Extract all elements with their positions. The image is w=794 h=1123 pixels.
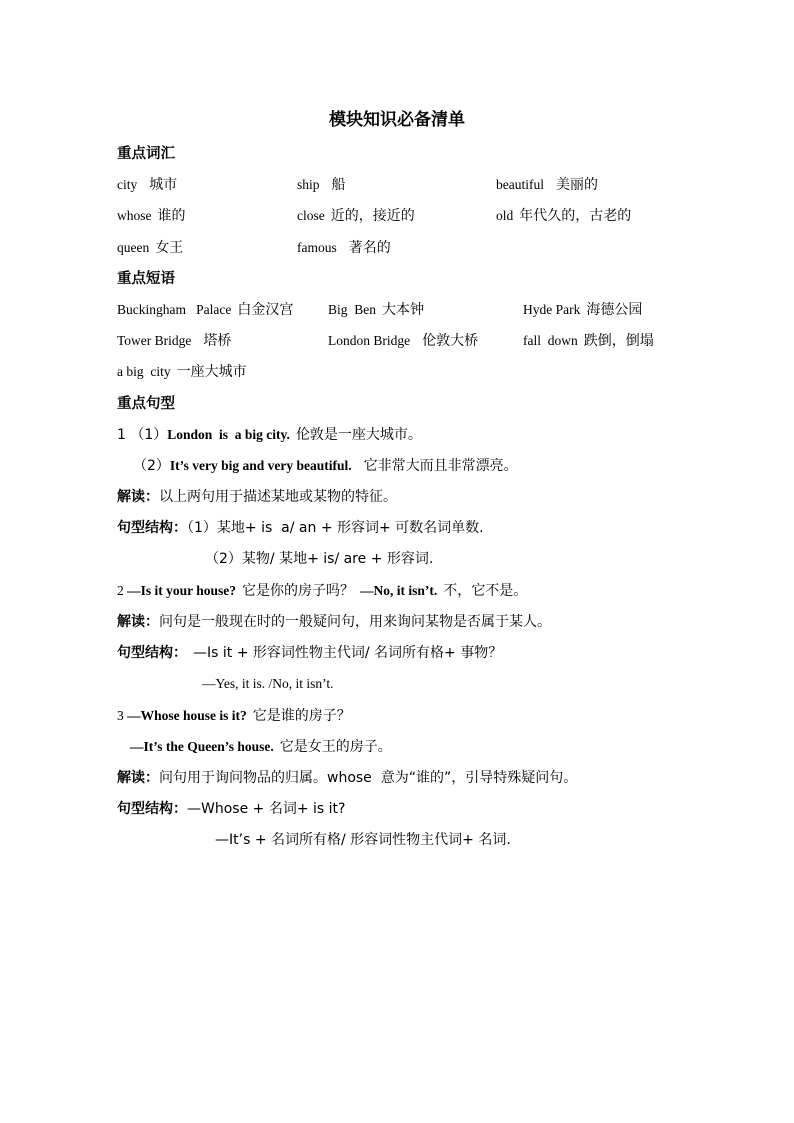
vocab-item: beautiful 美丽的 [496,177,598,193]
vocab-heading: 重点词汇 [117,146,175,162]
structure-1: 句型结构：（1）某地+ is a/ an + 形容词+ 可数名词单数. [117,520,484,536]
explain-3: 解读：问句用于询问物品的归属。whose 意为“谁的”，引导特殊疑问句。 [117,770,578,786]
vocab-item: ship 船 [297,177,346,193]
structure-3b: —It’s + 名词所有格/ 形容词性物主代词+ 名词. [215,832,511,848]
phrases-heading: 重点短语 [117,271,175,287]
vocab-item: city 城市 [117,177,178,193]
vocab-item: queen 女王 [117,240,184,256]
structure-3: 句型结构：—Whose + 名词+ is it? [117,801,346,817]
page-title: 模块知识必备清单 [329,110,465,130]
phrase-item: London Bridge 伦敦大桥 [328,333,479,349]
structure-2b: —Yes, it is. /No, it isn’t. [202,676,334,691]
sentences-heading: 重点句型 [117,396,175,412]
sentence-3q: 3 —Whose house is it? 它是谁的房子？ [117,708,351,724]
phrase-item: Tower Bridge 塔桥 [117,333,232,349]
sentence-1a: 1 （1）London is a big city. 伦敦是一座大城市。 [117,427,422,443]
sentence-3a: —It’s the Queen’s house. 它是女王的房子。 [130,739,392,755]
structure-2: 句型结构： —Is it + 形容词性物主代词/ 名词所有格+ 事物？ [117,645,503,661]
vocab-item: old 年代久的，古老的 [496,208,632,224]
phrase-item: Buckingham Palace 白金汉宫 [117,302,294,318]
structure-1b: （2）某物/ 某地+ is/ are + 形容词. [205,551,434,567]
explain-2: 解读：问句是一般现在时的一般疑问句，用来询问某物是否属于某人。 [117,614,551,630]
vocab-item: whose 谁的 [117,208,186,224]
vocab-item: close 近的，接近的 [297,208,415,224]
sentence-1b: （2）It’s very big and very beautiful. 它非常大而且非常漂亮。 [133,458,518,474]
vocab-item: famous 著名的 [297,240,391,256]
phrase-item: Big Ben 大本钟 [328,302,425,318]
phrase-item: Hyde Park 海德公园 [523,302,643,318]
explain-1: 解读：以上两句用于描述某地或某物的特征。 [117,489,397,505]
sentence-2: 2 —Is it your house? 它是你的房子吗？ —No, it isn’t. 不，它不是。 [117,583,528,599]
phrase-item: a big city 一座大城市 [117,364,247,380]
phrase-item: fall down 跌倒，倒塌 [523,333,654,349]
